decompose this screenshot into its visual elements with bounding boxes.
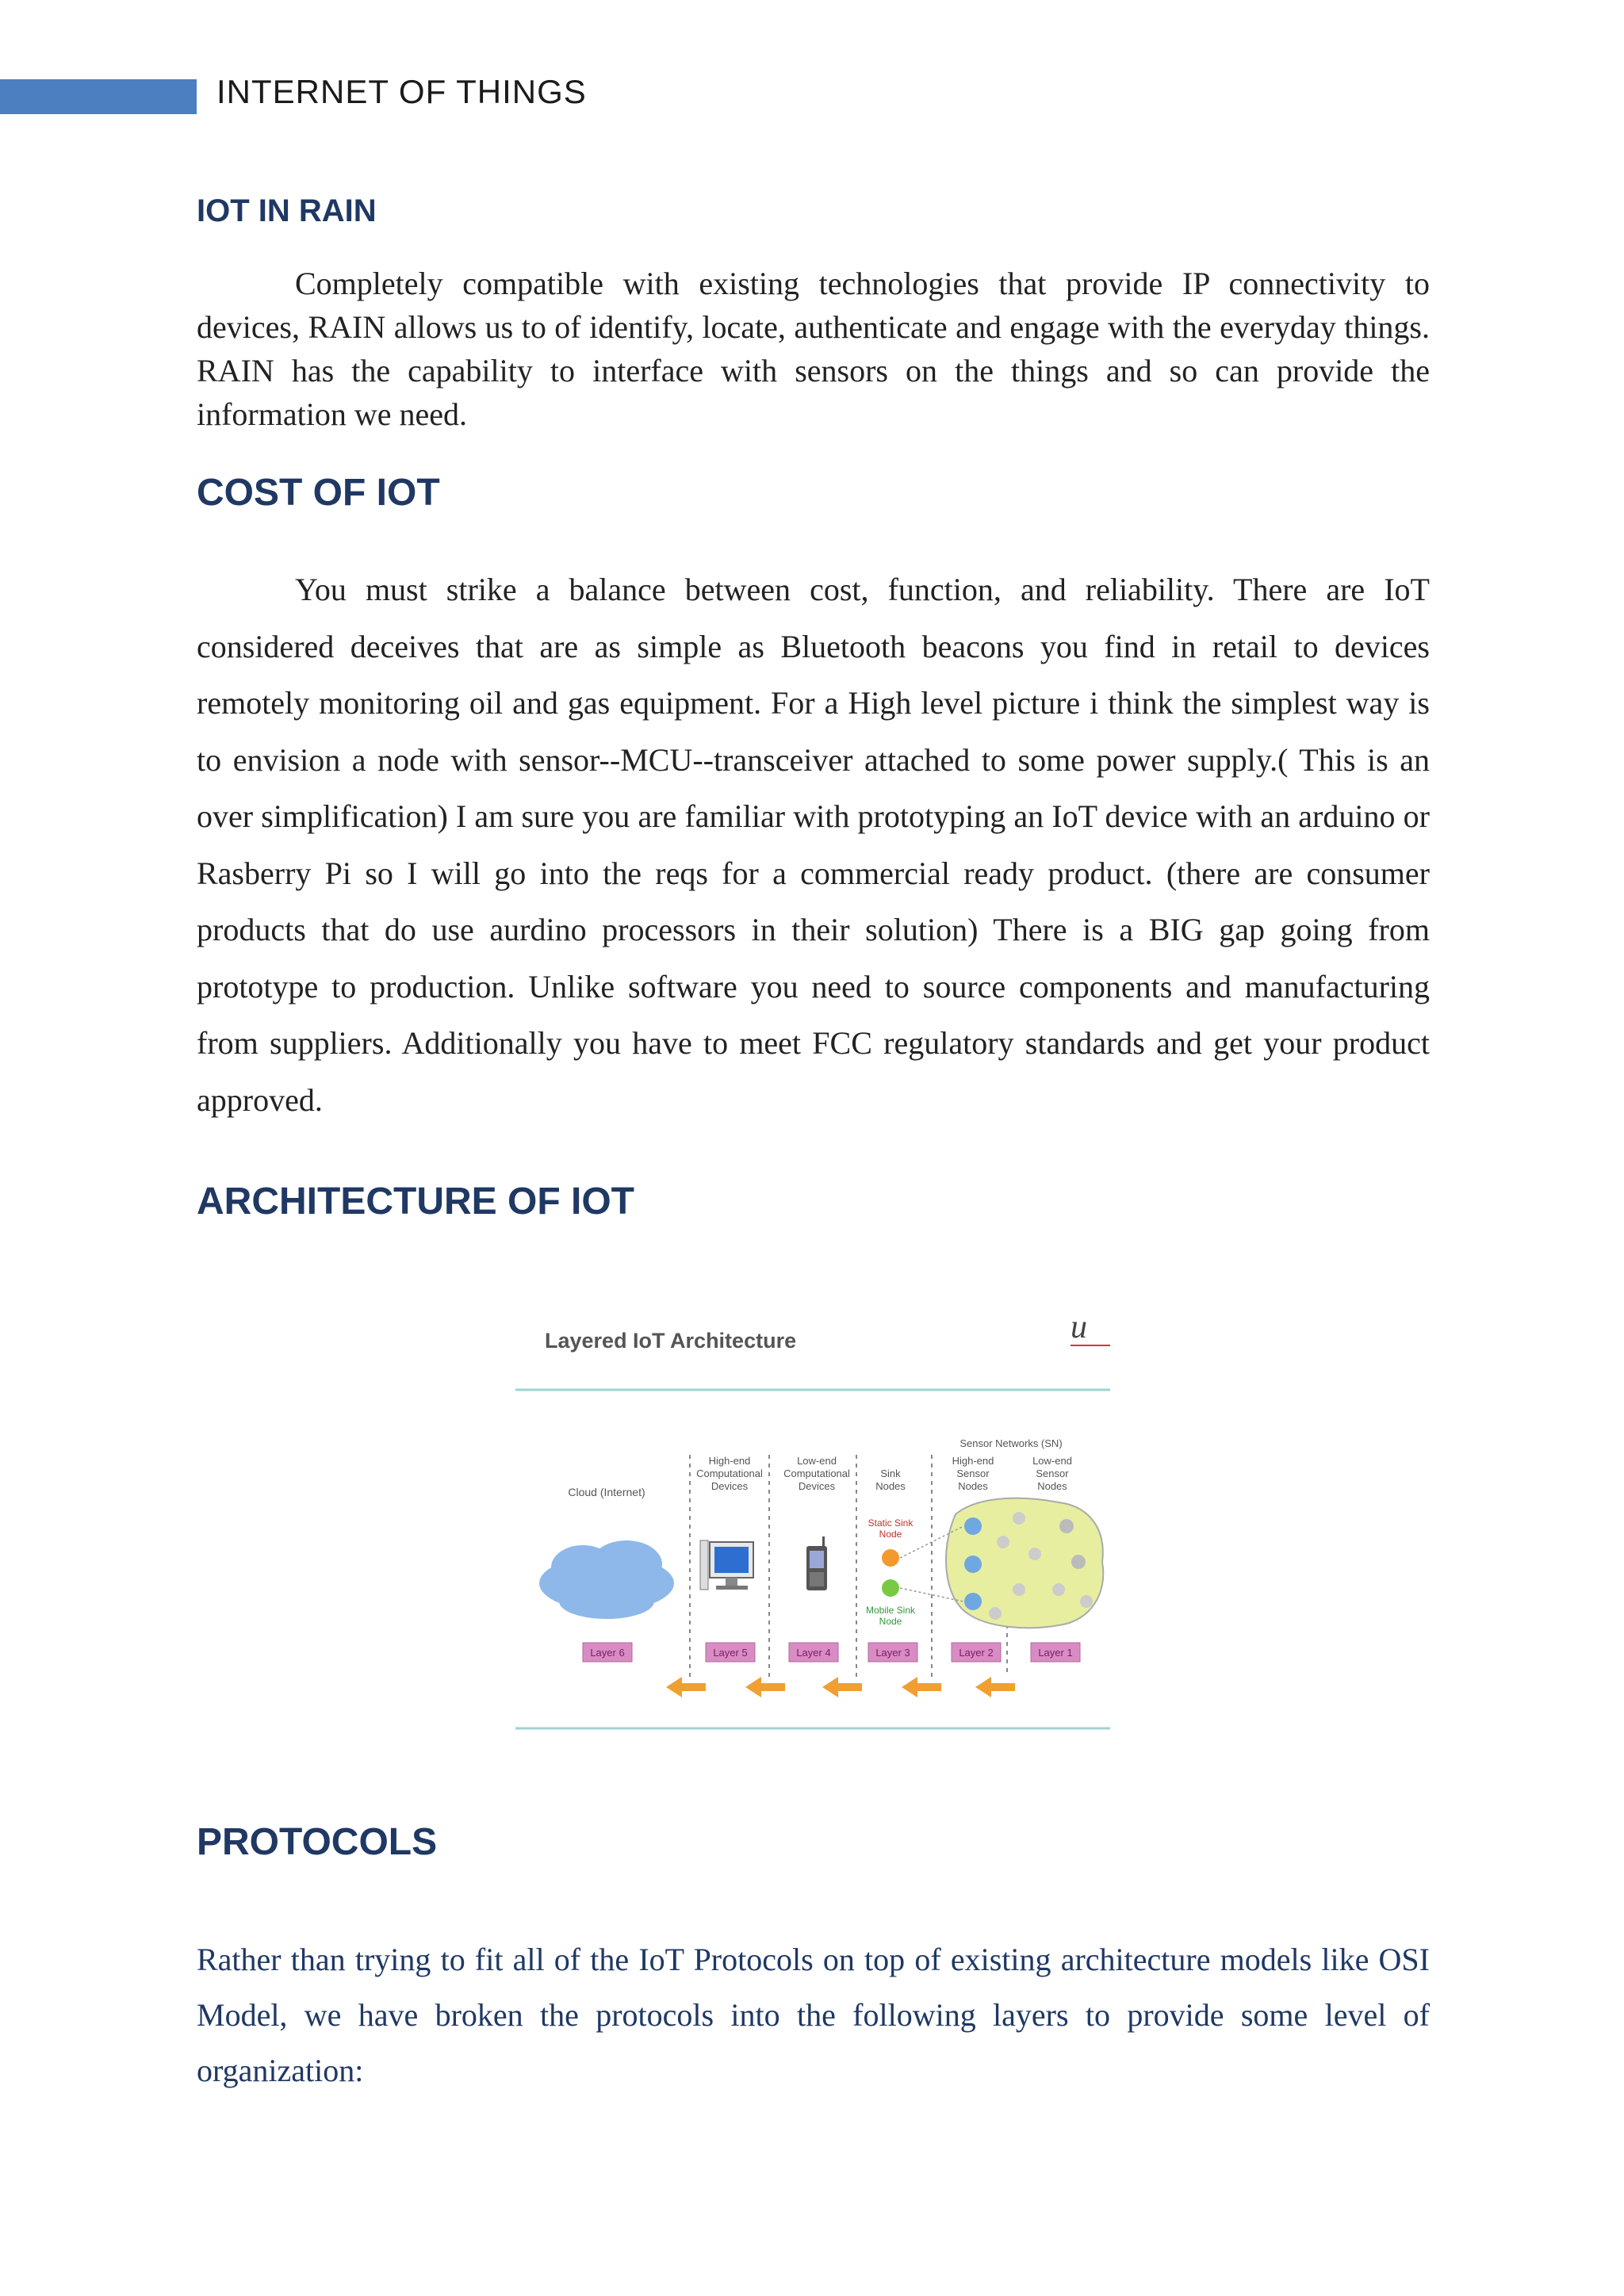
- paragraph-iot-in-rain: [197, 262, 1430, 436]
- label-low-end-2: Computational: [783, 1468, 850, 1479]
- label-high-end-3: Devices: [710, 1480, 749, 1492]
- header-accent-bar: [0, 79, 197, 114]
- flow-arrows: [666, 1677, 1015, 1697]
- arrow-icon: [666, 1677, 706, 1697]
- arrow-icon: [745, 1677, 785, 1697]
- running-header-title: INTERNET OF THINGS: [216, 73, 587, 110]
- handheld-device-icon: [806, 1536, 827, 1590]
- architecture-figure: [511, 1288, 1114, 1743]
- cloud-icon: [539, 1540, 674, 1619]
- label-mobile-sink-2: Node: [879, 1616, 902, 1627]
- paragraph-cost-of-iot: [197, 561, 1430, 1128]
- label-low-end-1: Low-end: [797, 1455, 837, 1467]
- static-sink-node-icon: [882, 1549, 899, 1567]
- label-cloud: Cloud (Internet): [568, 1486, 645, 1498]
- heading-protocols: PROTOCOLS: [197, 1821, 438, 1863]
- heading-iot-in-rain: IOT IN RAIN: [197, 193, 377, 228]
- label-sn-high-3: Nodes: [958, 1480, 988, 1492]
- paragraph-iot-in-rain-text: Completely compatible with existing technologies that provide IP connectivity to devices, RAIN allows us to of identify, locate, authenticate and engage with the everyday things. RAIN has the capability to interface with sensors on the things and so can provide the information we need.: [197, 266, 1430, 432]
- layer-1-label: Layer 1: [1038, 1647, 1073, 1659]
- label-sensor-networks: Sensor Networks (SN): [959, 1437, 1063, 1449]
- label-static-sink-2: Node: [879, 1529, 902, 1540]
- label-low-end-3: Devices: [798, 1480, 836, 1492]
- arrow-icon: [902, 1677, 941, 1697]
- label-high-end-2: Computational: [696, 1468, 763, 1479]
- layer-4-label: Layer 4: [796, 1647, 831, 1659]
- label-sn-low-2: Sensor: [1036, 1468, 1069, 1479]
- heading-cost-of-iot: COST OF IOT: [197, 472, 440, 514]
- layer-2-label: Layer 2: [959, 1647, 994, 1659]
- label-sn-low-1: Low-end: [1032, 1455, 1072, 1467]
- label-mobile-sink-1: Mobile Sink: [865, 1605, 916, 1616]
- figure-title: Layered IoT Architecture: [545, 1329, 797, 1353]
- heading-architecture-of-iot: ARCHITECTURE OF IOT: [197, 1181, 634, 1223]
- layer-labels: [583, 1643, 1080, 1662]
- label-sn-high-1: High-end: [952, 1455, 994, 1467]
- label-sn-high-2: Sensor: [956, 1468, 990, 1479]
- arrow-icon: [975, 1677, 1015, 1697]
- desktop-computer-icon: [700, 1540, 753, 1590]
- university-logo: u: [1071, 1309, 1087, 1345]
- layer-3-label: Layer 3: [875, 1647, 910, 1659]
- paragraph-cost-of-iot-text: You must strike a balance between cost, function, and reliability. There are IoT considered deceives that are as simple as Bluetooth beacons you find in retail to devices remotely monitoring oil and gas equipment. For a High level picture i think the simplest way is to envision a node with sensor--MCU--transceiver attached to some power supply.( This is an over simplification) I am sure you are familiar with prototyping an IoT device with an arduino or Rasberry Pi so I will go into the reqs for a commercial ready product. (there are consumer products that do use aurdino processors in their solution) There is a BIG gap going from prototype to production. Unlike software you need to source components and manufacturing from suppliers. Additionally you have to meet FCC regulatory standards and get your product approved.: [197, 572, 1430, 1118]
- arrow-icon: [822, 1677, 862, 1697]
- label-static-sink-1: Static Sink: [868, 1517, 914, 1529]
- layer-6-label: Layer 6: [590, 1647, 625, 1659]
- layer-5-label: Layer 5: [713, 1647, 748, 1659]
- label-high-end-1: High-end: [708, 1455, 751, 1467]
- label-sink-2: Nodes: [875, 1480, 906, 1492]
- layered-architecture-diagram: [511, 1288, 1114, 1743]
- label-sink-1: Sink: [880, 1468, 901, 1479]
- paragraph-protocols: Rather than trying to fit all of the IoT Protocols on top of existing architecture models like OSI Model, we have broken the protocols into the following layers to provide some level of organization:: [197, 1942, 1430, 2088]
- label-sn-low-3: Nodes: [1037, 1480, 1067, 1492]
- mobile-sink-node-icon: [882, 1579, 899, 1597]
